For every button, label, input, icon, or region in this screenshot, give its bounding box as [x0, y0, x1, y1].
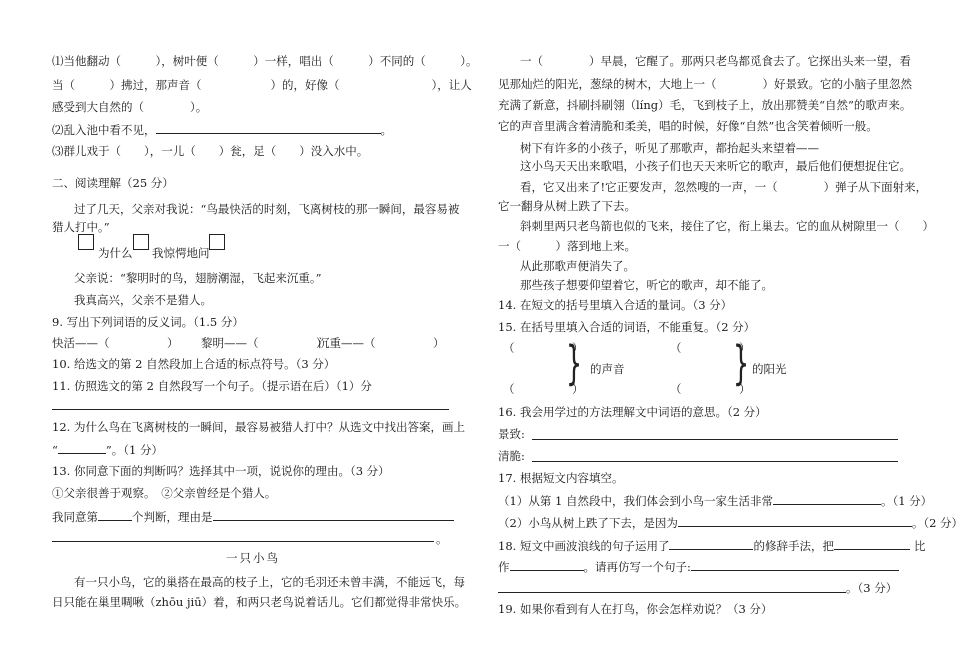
- question-13-answer: [52, 508, 454, 525]
- answer-blank[interactable]: [669, 537, 753, 550]
- question-10: 10. 给选文的第 2 自然段加上合适的标点符号。（3 分）: [52, 357, 336, 371]
- answer-line[interactable]: [52, 409, 449, 410]
- story-line: 它一翻身从树上跌了下去。: [498, 199, 636, 213]
- passage-box-text-2: 我惊愕地问: [152, 246, 210, 260]
- question-17-part-1: [498, 492, 932, 509]
- story-line: 见那灿烂的阳光，葱绿的树木，大地上一（ ）好景致。它的小脑子里忽然: [498, 77, 912, 91]
- question-9-antonym-b: 黎明——（ ）: [201, 336, 328, 350]
- story-line: 这小鸟天天出来歌唱，小孩子们也天天来听它的歌声，最后他们便想捉住它。: [520, 159, 911, 173]
- question-18-text-c: 比: [913, 539, 926, 553]
- answer-blank[interactable]: [773, 492, 881, 505]
- question-11: 11. 仿照选文的第 2 自然段写一个句子。（提示语在后）（1）分: [52, 379, 372, 393]
- word-blank[interactable]: （ ）: [503, 341, 584, 355]
- answer-blank[interactable]: [678, 514, 912, 527]
- story-line: 一（ ）落到地上来。: [498, 239, 636, 253]
- answer-line[interactable]: [532, 439, 898, 440]
- punctuation-box[interactable]: [133, 234, 149, 250]
- question-18-text-a: 18. 短文中画波浪线的句子运用了: [498, 539, 670, 553]
- punctuation-box[interactable]: [209, 234, 225, 250]
- fill-question-3: ⑶群儿戏于（ ），一儿（ ）瓮，足（ ）没入水中。: [52, 144, 369, 158]
- story-line: 看，它又出来了!它正要发声，忽然嗖的一声，一（ ）弹子从下面射来，: [520, 180, 928, 194]
- answer-blank[interactable]: [58, 441, 106, 454]
- answer-blank[interactable]: [691, 558, 899, 571]
- section-heading-reading: 二、阅读理解（25 分）: [52, 176, 174, 190]
- word-blank[interactable]: （ ）: [503, 382, 584, 396]
- question-16-word-a: 景致:: [498, 427, 525, 441]
- question-18-text-e: 。请再仿写一个句子:: [583, 560, 691, 574]
- score: 。（2 分）: [911, 516, 963, 530]
- answer-blank[interactable]: [510, 558, 584, 571]
- score: 。（1 分）: [880, 494, 933, 508]
- question-17-part-2-text: （2）小鸟从树上跌了下去，是因为: [498, 516, 678, 530]
- story-paragraph-1a: 有一只小鸟，它的巢搭在最高的枝子上，它的毛羽还未曾丰满，不能远飞，每: [74, 575, 465, 589]
- question-19: 19. 如果你看到有人在打鸟，你会怎样劝说？（3 分）: [498, 602, 773, 616]
- answer-line[interactable]: [532, 461, 898, 462]
- passage-paragraph-1b: 猎人打中。”: [52, 220, 110, 234]
- story-title: 一只小鸟: [226, 551, 280, 565]
- right-brace-icon: }: [566, 336, 583, 390]
- end-mark: 。: [380, 123, 392, 137]
- story-paragraph-1b: 日只能在巢里啁啾（zhōu jiū）着，和两只老鸟说着话儿。它们都觉得非常快乐。: [52, 595, 467, 609]
- answer-blank[interactable]: [156, 121, 381, 134]
- question-18-text-d: 作: [498, 560, 510, 574]
- answer-line[interactable]: [498, 592, 846, 593]
- punctuation-box[interactable]: [78, 234, 94, 250]
- question-12-line-2: [52, 441, 163, 458]
- passage-box-text-1: 为什么: [98, 246, 133, 260]
- passage-paragraph-2: 父亲说：“黎明时的鸟，翅膀潮湿，飞起来沉重。”: [74, 271, 322, 285]
- fill-question-2-text: ⑵乱入池中看不见，: [52, 123, 156, 137]
- right-brace-icon: }: [733, 336, 750, 390]
- question-17-part-2: [498, 514, 963, 531]
- question-18-line-2: [498, 558, 899, 575]
- brace-word-sunlight: 的阳光: [752, 362, 787, 376]
- fill-question-2: [52, 121, 392, 138]
- question-9-antonym-a: 快活——（ ）: [52, 336, 179, 350]
- story-line: 斜刺里两只老鸟箭也似的飞来，接住了它，衔上巢去。它的血从树隙里一（ ）: [520, 219, 934, 233]
- answer-blank[interactable]: [98, 508, 132, 521]
- close-quote-score: ”。（1 分）: [105, 443, 163, 457]
- question-16: 16. 我会用学过的方法理解文中词语的意思。（2 分）: [498, 405, 767, 419]
- question-9: 9. 写出下列词语的反义词。（1.5 分）: [52, 315, 244, 329]
- question-18-line-1: [498, 537, 925, 554]
- question-17: 17. 根据短文内容填空。: [498, 471, 624, 485]
- question-16-word-b: 清脆:: [498, 449, 525, 463]
- open-quote: “: [52, 443, 58, 457]
- answer-line[interactable]: [52, 541, 434, 542]
- brace-word-sound: 的声音: [590, 362, 625, 376]
- passage-paragraph-1a: 过了几天，父亲对我说：“鸟最快活的时刻，飞离树枝的那一瞬间，最容易被: [74, 202, 460, 216]
- story-line: 从此那歌声便消失了。: [520, 259, 635, 273]
- answer-prefix: 我同意第: [52, 510, 98, 524]
- question-18-text-b: 的修辞手法，把: [753, 539, 834, 553]
- question-14: 14. 在短文的括号里填入合适的量词。（3 分）: [498, 298, 733, 312]
- word-blank[interactable]: （ ）: [670, 382, 751, 396]
- fill-question-1-line-2: 当（ ）拂过，那声音（ ）的，好像（ ），让人: [52, 78, 472, 92]
- question-15: 15. 在括号里填入合适的词语，不能重复。（2 分）: [498, 320, 756, 334]
- question-13: 13. 你同意下面的判断吗？选择其中一项，说说你的理由。（3 分）: [52, 464, 390, 478]
- question-12-line-1: 12. 为什么鸟在飞离树枝的一瞬间，最容易被猎人打中？从选文中找出答案，画上: [52, 420, 465, 434]
- question-13-options: ①父亲很善于观察。 ②父亲曾经是个猎人。: [52, 486, 277, 500]
- answer-blank[interactable]: [834, 537, 910, 550]
- story-line: 它的声音里满含着清脆和柔美，唱的时候，好像“自然”也含笑着倾听一般。: [498, 119, 878, 133]
- end-mark: 。: [436, 532, 448, 546]
- story-line: 一（ ）早晨，它醒了。那两只老鸟都觅食去了。它探出头来一望，看: [520, 54, 911, 68]
- story-line: 充满了新意，抖刷抖刷翎（líng）毛，飞到枝子上，放出那赞美“自然”的歌声来。: [498, 98, 912, 112]
- answer-middle: 个判断，理由是: [132, 510, 213, 524]
- passage-paragraph-3: 我真高兴，父亲不是猎人。: [74, 293, 212, 307]
- word-blank[interactable]: （ ）: [670, 341, 751, 355]
- fill-question-1-line-3: 感受到大自然的（ ）。: [52, 100, 208, 114]
- answer-blank[interactable]: [213, 508, 454, 521]
- story-line: 树下有许多的小孩子，听见了那歌声，都抬起头来望着——: [520, 141, 819, 155]
- fill-question-1-line-1: ⑴当他翻动（ ），树叶便（ ）一样，唱出（ ）不同的（ ）。: [52, 54, 478, 68]
- story-line: 那些孩子想要仰望着它，听它的歌声，却不能了。: [520, 278, 773, 292]
- question-18-score: 。（3 分）: [846, 581, 898, 595]
- question-9-antonym-c: 沉重——（ ）: [318, 336, 445, 350]
- question-17-part-1-text: （1）从第 1 自然段中，我们体会到小鸟一家生活非常: [498, 494, 773, 508]
